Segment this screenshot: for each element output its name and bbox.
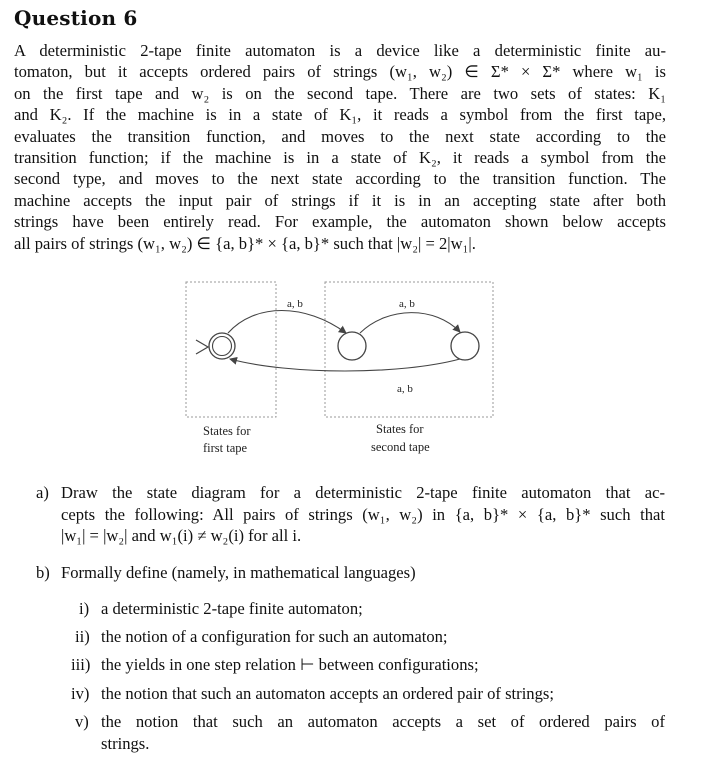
state-right — [451, 332, 479, 360]
part-a-marker: a) — [36, 483, 49, 502]
part-b-marker: b) — [36, 563, 50, 582]
intro-line: second type, and moves to the next state according to the transition function. The — [14, 169, 666, 189]
intro-line: transition function; if the machine is in a state of K₂, it reads a symbol from the — [14, 148, 666, 168]
intro-line: tomaton, but it accepts ordered pairs of strings (w₁, w₂) ∈ Σ* × Σ* where w₁ is — [14, 62, 666, 82]
part-a-line: cepts the following: All pairs of strings (w₁, w₂) in {a, b}* × {a, b}* such that — [61, 504, 665, 524]
part-b-item-line: strings. — [101, 733, 150, 753]
intro-line: evaluates the transition function, and moves to the next state according to the — [14, 126, 666, 146]
part-a-line: Draw the state diagram for a deterministic 2-tape finite automaton that ac- — [61, 483, 665, 502]
region-label-right: States for — [376, 422, 424, 436]
part-a-text — [61, 482, 665, 547]
intro-line: and K₂. If the machine is in a state of K₁, it reads a symbol from the first tape, — [14, 105, 666, 125]
part-b-item-marker: iii) — [71, 655, 91, 674]
part-b-item-text: the yields in one step relation ⊢ between configurations; — [101, 655, 479, 674]
part-a-line: |w₁| = |w₂| and w₁(i) ≠ w₂(i) for all i. — [61, 526, 302, 545]
region-label-right: second tape — [371, 440, 430, 454]
part-b-item-text: the notion of a configuration for such an automaton; — [101, 627, 448, 646]
intro-line: strings have been entirely read. For example, the automaton shown below accepts — [14, 212, 666, 232]
transition-right-to-start — [230, 359, 460, 371]
part-b-item-marker: ii) — [75, 627, 90, 646]
edge-label-top-right: a, b — [399, 298, 415, 310]
part-b-item-text — [101, 711, 665, 754]
edge-label-bottom: a, b — [397, 383, 413, 395]
intro-line: machine accepts the input pair of strings if it is in an accepting state after both — [14, 190, 666, 210]
part-b-text: Formally define (namely, in mathematical languages) — [61, 563, 416, 582]
question-title: Question 6 — [14, 6, 138, 30]
region-label-left: first tape — [203, 441, 248, 455]
intro-line: all pairs of strings (w₁, w₂) ∈ {a, b}* × {a, b}* such that |w₂| = 2|w₁|. — [14, 233, 476, 253]
edge-label-top-left: a, b — [287, 298, 303, 310]
part-b-item-marker: v) — [75, 712, 89, 731]
start-arrow — [196, 340, 208, 354]
region-label-left: States for — [203, 424, 251, 438]
state-middle — [338, 332, 366, 360]
part-b-item-text: a deterministic 2-tape finite automaton; — [101, 599, 363, 618]
transition-middle-to-right — [360, 313, 460, 333]
part-b-item-text: the notion that such an automaton accepts an ordered pair of strings; — [101, 684, 554, 703]
intro-line: on the first tape and w₂ is on the second tape. There are two sets of states: K₁ — [14, 83, 666, 103]
part-b-item-marker: iv) — [71, 684, 90, 703]
transition-start-to-middle — [228, 311, 346, 334]
part-b-item-line: the notion that such an automaton accepts a set of ordered pairs of — [101, 712, 665, 731]
intro-line: A deterministic 2-tape finite automaton is a device like a deterministic finite au- — [14, 41, 666, 60]
part-b-item-marker: i) — [79, 599, 90, 618]
